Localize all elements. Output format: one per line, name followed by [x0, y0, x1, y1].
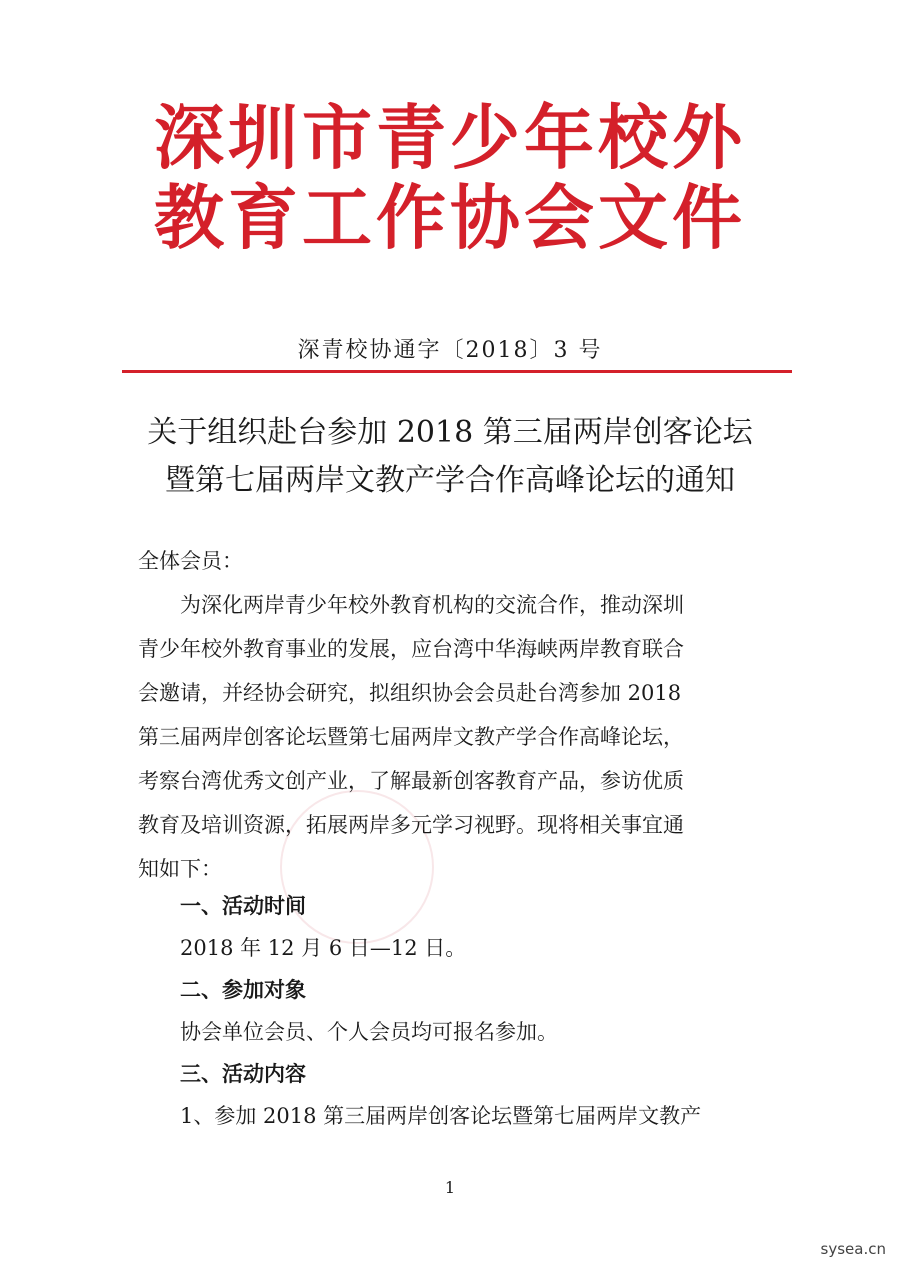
intro-line: 第三届两岸创客论坛暨第七届两岸文教产学合作高峰论坛，	[138, 725, 684, 749]
section-content: 2018 年 12 月 6 日—12 日。	[180, 936, 467, 960]
intro-line: 会邀请，并经协会研究，拟组织协会会员赴台湾参加 2018	[138, 681, 682, 705]
intro-line: 知如下：	[138, 857, 222, 881]
document-number: 深青校协通字〔2018〕3 号	[297, 338, 603, 363]
notice-title-line-2: 暨第七届两岸文教产学合作高峰论坛的通知	[165, 463, 735, 498]
masthead-line-1: 深圳市青少年校外	[154, 97, 746, 179]
section-heading: 三、活动内容	[180, 1062, 306, 1086]
page-number: 1	[444, 1178, 456, 1197]
intro-line: 考察台湾优秀文创产业，了解最新创客教育产品，参访优质	[138, 769, 684, 793]
notice-title-line-1: 关于组织赴台参加 2018 第三届两岸创客论坛	[147, 415, 753, 450]
intro-line: 教育及培训资源，拓展两岸多元学习视野。现将相关事宜通	[138, 813, 684, 837]
intro-line: 青少年校外教育事业的发展，应台湾中华海峡两岸教育联合	[138, 637, 684, 661]
intro-line: 为深化两岸青少年校外教育机构的交流合作，推动深圳	[180, 593, 684, 617]
section-heading: 二、参加对象	[180, 978, 306, 1002]
site-watermark: sysea.cn	[820, 1240, 886, 1258]
salutation: 全体会员：	[138, 549, 243, 573]
section-heading: 一、活动时间	[180, 894, 306, 918]
masthead-line-2: 教育工作协会文件	[154, 177, 746, 259]
red-divider-rule	[122, 370, 792, 373]
section-content: 协会单位会员、个人会员均可报名参加。	[180, 1020, 558, 1044]
section-content: 1、参加 2018 第三届两岸创客论坛暨第七届两岸文教产	[180, 1104, 702, 1128]
